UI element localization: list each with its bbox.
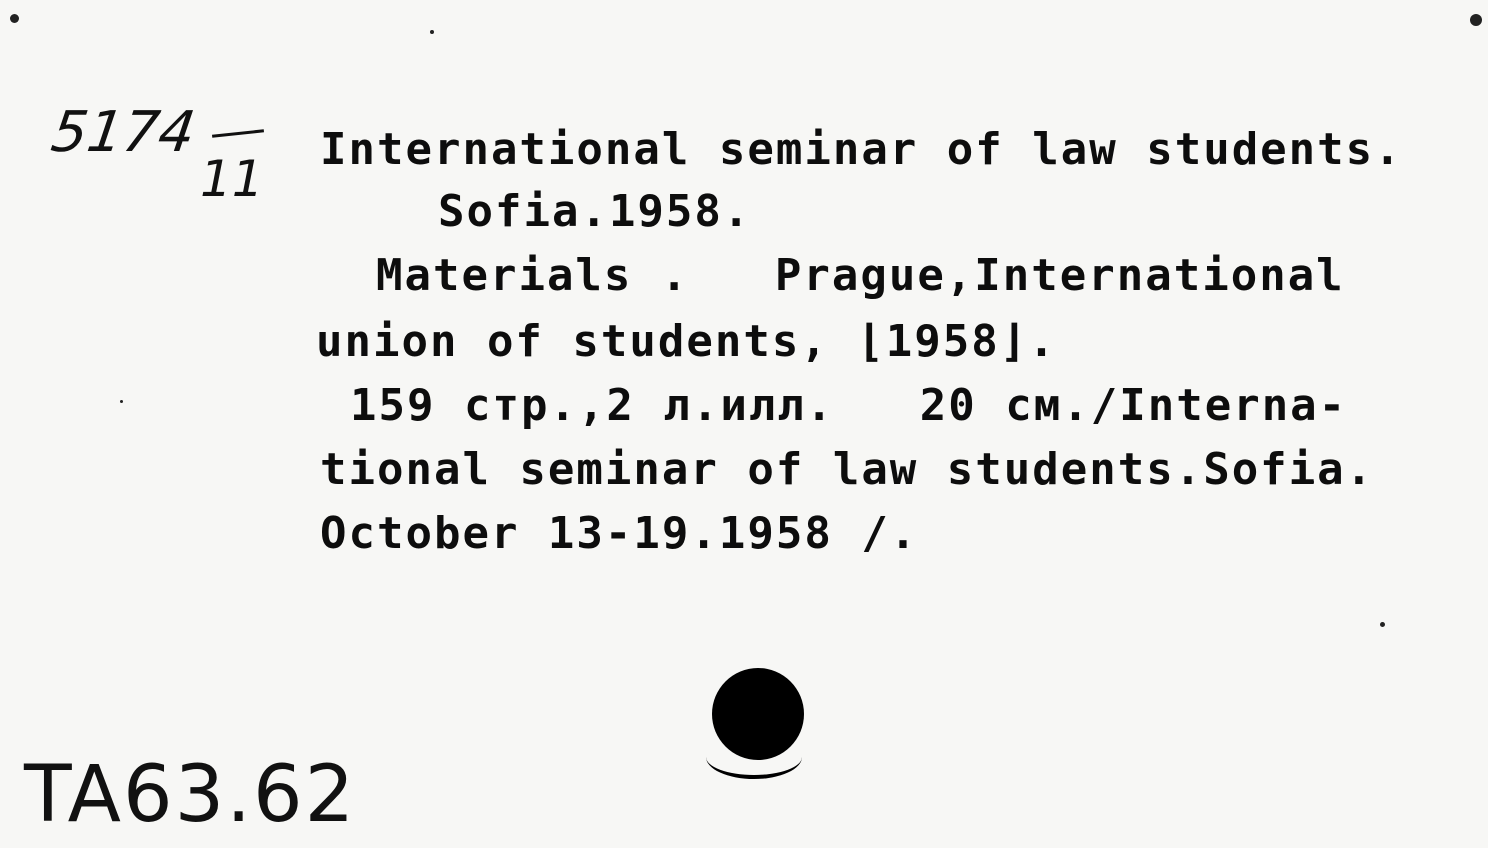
fraction-bar: [212, 129, 264, 137]
call-number-top: 5174: [47, 100, 200, 165]
card-line-publisher: union of students, ⌊1958⌋.: [316, 316, 1057, 367]
call-number-bottom: TA63.62: [24, 750, 357, 840]
speck: [10, 14, 19, 23]
card-line-title: International seminar of law students.: [320, 124, 1403, 175]
punch-hole-shadow: [706, 735, 802, 779]
call-number-fraction: 11: [200, 150, 264, 208]
speck: [430, 30, 434, 34]
card-line-series: tional seminar of law students.Sofia.: [320, 444, 1375, 495]
card-line-series-date: October 13-19.1958 /.: [320, 508, 919, 559]
speck: [120, 400, 123, 403]
speck: [1380, 622, 1385, 627]
card-line-place-date: Sofia.1958.: [438, 186, 752, 237]
speck: [1470, 14, 1482, 26]
card-line-imprint: Materials . Prague,International: [376, 250, 1345, 301]
card-line-collation: 159 стр.,2 л.илл. 20 см./Interna-: [350, 380, 1348, 431]
